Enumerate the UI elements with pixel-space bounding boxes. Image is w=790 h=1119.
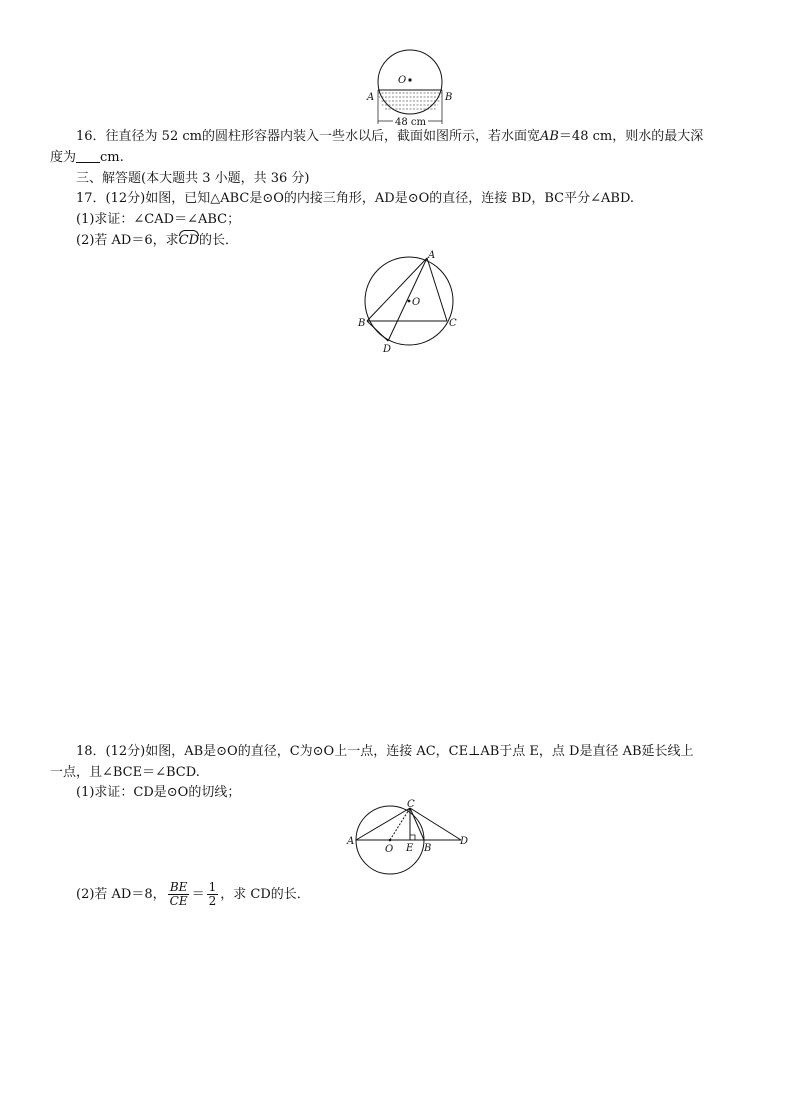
label-a: A [347,836,355,847]
equals-sign: ＝ [191,887,205,902]
q16-cont-b: cm. [100,150,124,165]
q17-text: 17．(12分)如图，已知△ABC是⊙O的内接三角形，AD是⊙O的直径，连接 BD，BC平分∠ABD. [76,191,635,206]
label-b: B [358,318,366,329]
q16-text-b: ＝48 cm，则水的最大深 [558,129,704,144]
label-c: C [407,799,415,810]
label-d: D [460,836,469,847]
segment-bd [367,321,388,341]
segment-ac [356,808,410,840]
q18-part2 [76,880,310,910]
q17-part2 [76,232,238,250]
figure-q16 [360,40,460,130]
tangent-cd [410,808,461,840]
label-o: O [412,297,421,308]
diameter-ad [388,258,427,341]
label-c: C [449,318,457,329]
q16-cont-a: 度为 [50,150,77,165]
figure-q17 [355,250,465,360]
figure-q18 [345,800,475,878]
center-dot [408,78,411,81]
container-circle [378,50,442,114]
center-dot [389,839,392,842]
q18-part2-b: ，求 CD的长． [220,887,310,902]
fraction-numerator: BE [169,880,188,894]
label-e: E [406,843,414,854]
fraction-be-ce [168,881,190,908]
fraction-denominator: CE [169,894,188,908]
answer-blank [76,150,100,163]
q17-part2-a: (2)若 AD＝6，求 [76,233,179,248]
q17-part1: (1)求证：∠CAD＝∠ABC； [76,212,241,227]
q18-text: 18．(12分)如图，AB是⊙O的直径，C为⊙O上一点，连接 AC，CE⊥AB于点 E，点 D是直径 AB延长线上 [76,744,694,759]
center-dot [408,300,411,303]
q17-part2-b: 的长． [199,233,239,248]
label-a: A [428,250,436,261]
section-title: 三、解答题(本大题共 3 小题，共 36 分) [76,171,310,186]
label-o: O [385,844,394,855]
fraction-one-half [207,881,219,908]
label-d: D [383,344,392,355]
label-a: A [367,92,375,103]
half-denominator: 2 [208,894,217,908]
q16-number: 16． [76,129,106,144]
label-b: B [424,843,432,854]
q18-part2-a: (2)若 AD＝8， [76,887,166,902]
right-angle-mark [410,835,415,840]
q16-text-a: 往直径为 52 cm的圆柱形容器内装入一些水以后，截面如图所示，若水面宽 [105,129,540,144]
side-ab [367,258,427,321]
q16-ab: AB [539,129,559,144]
label-o: O [398,75,407,86]
q16-line1 [76,128,703,146]
q18-text-cont: 一点，且∠BCE＝∠BCD. [50,765,200,780]
half-numerator: 1 [208,880,217,894]
q18-part1: (1)求证：CD是⊙O的切线； [76,785,241,800]
radius-oc [390,808,410,840]
water-region [378,93,442,109]
q16-line2 [50,149,124,167]
width-label: 48 cm [395,117,426,128]
label-b: B [445,92,453,103]
arc-cd: CD [178,233,200,248]
